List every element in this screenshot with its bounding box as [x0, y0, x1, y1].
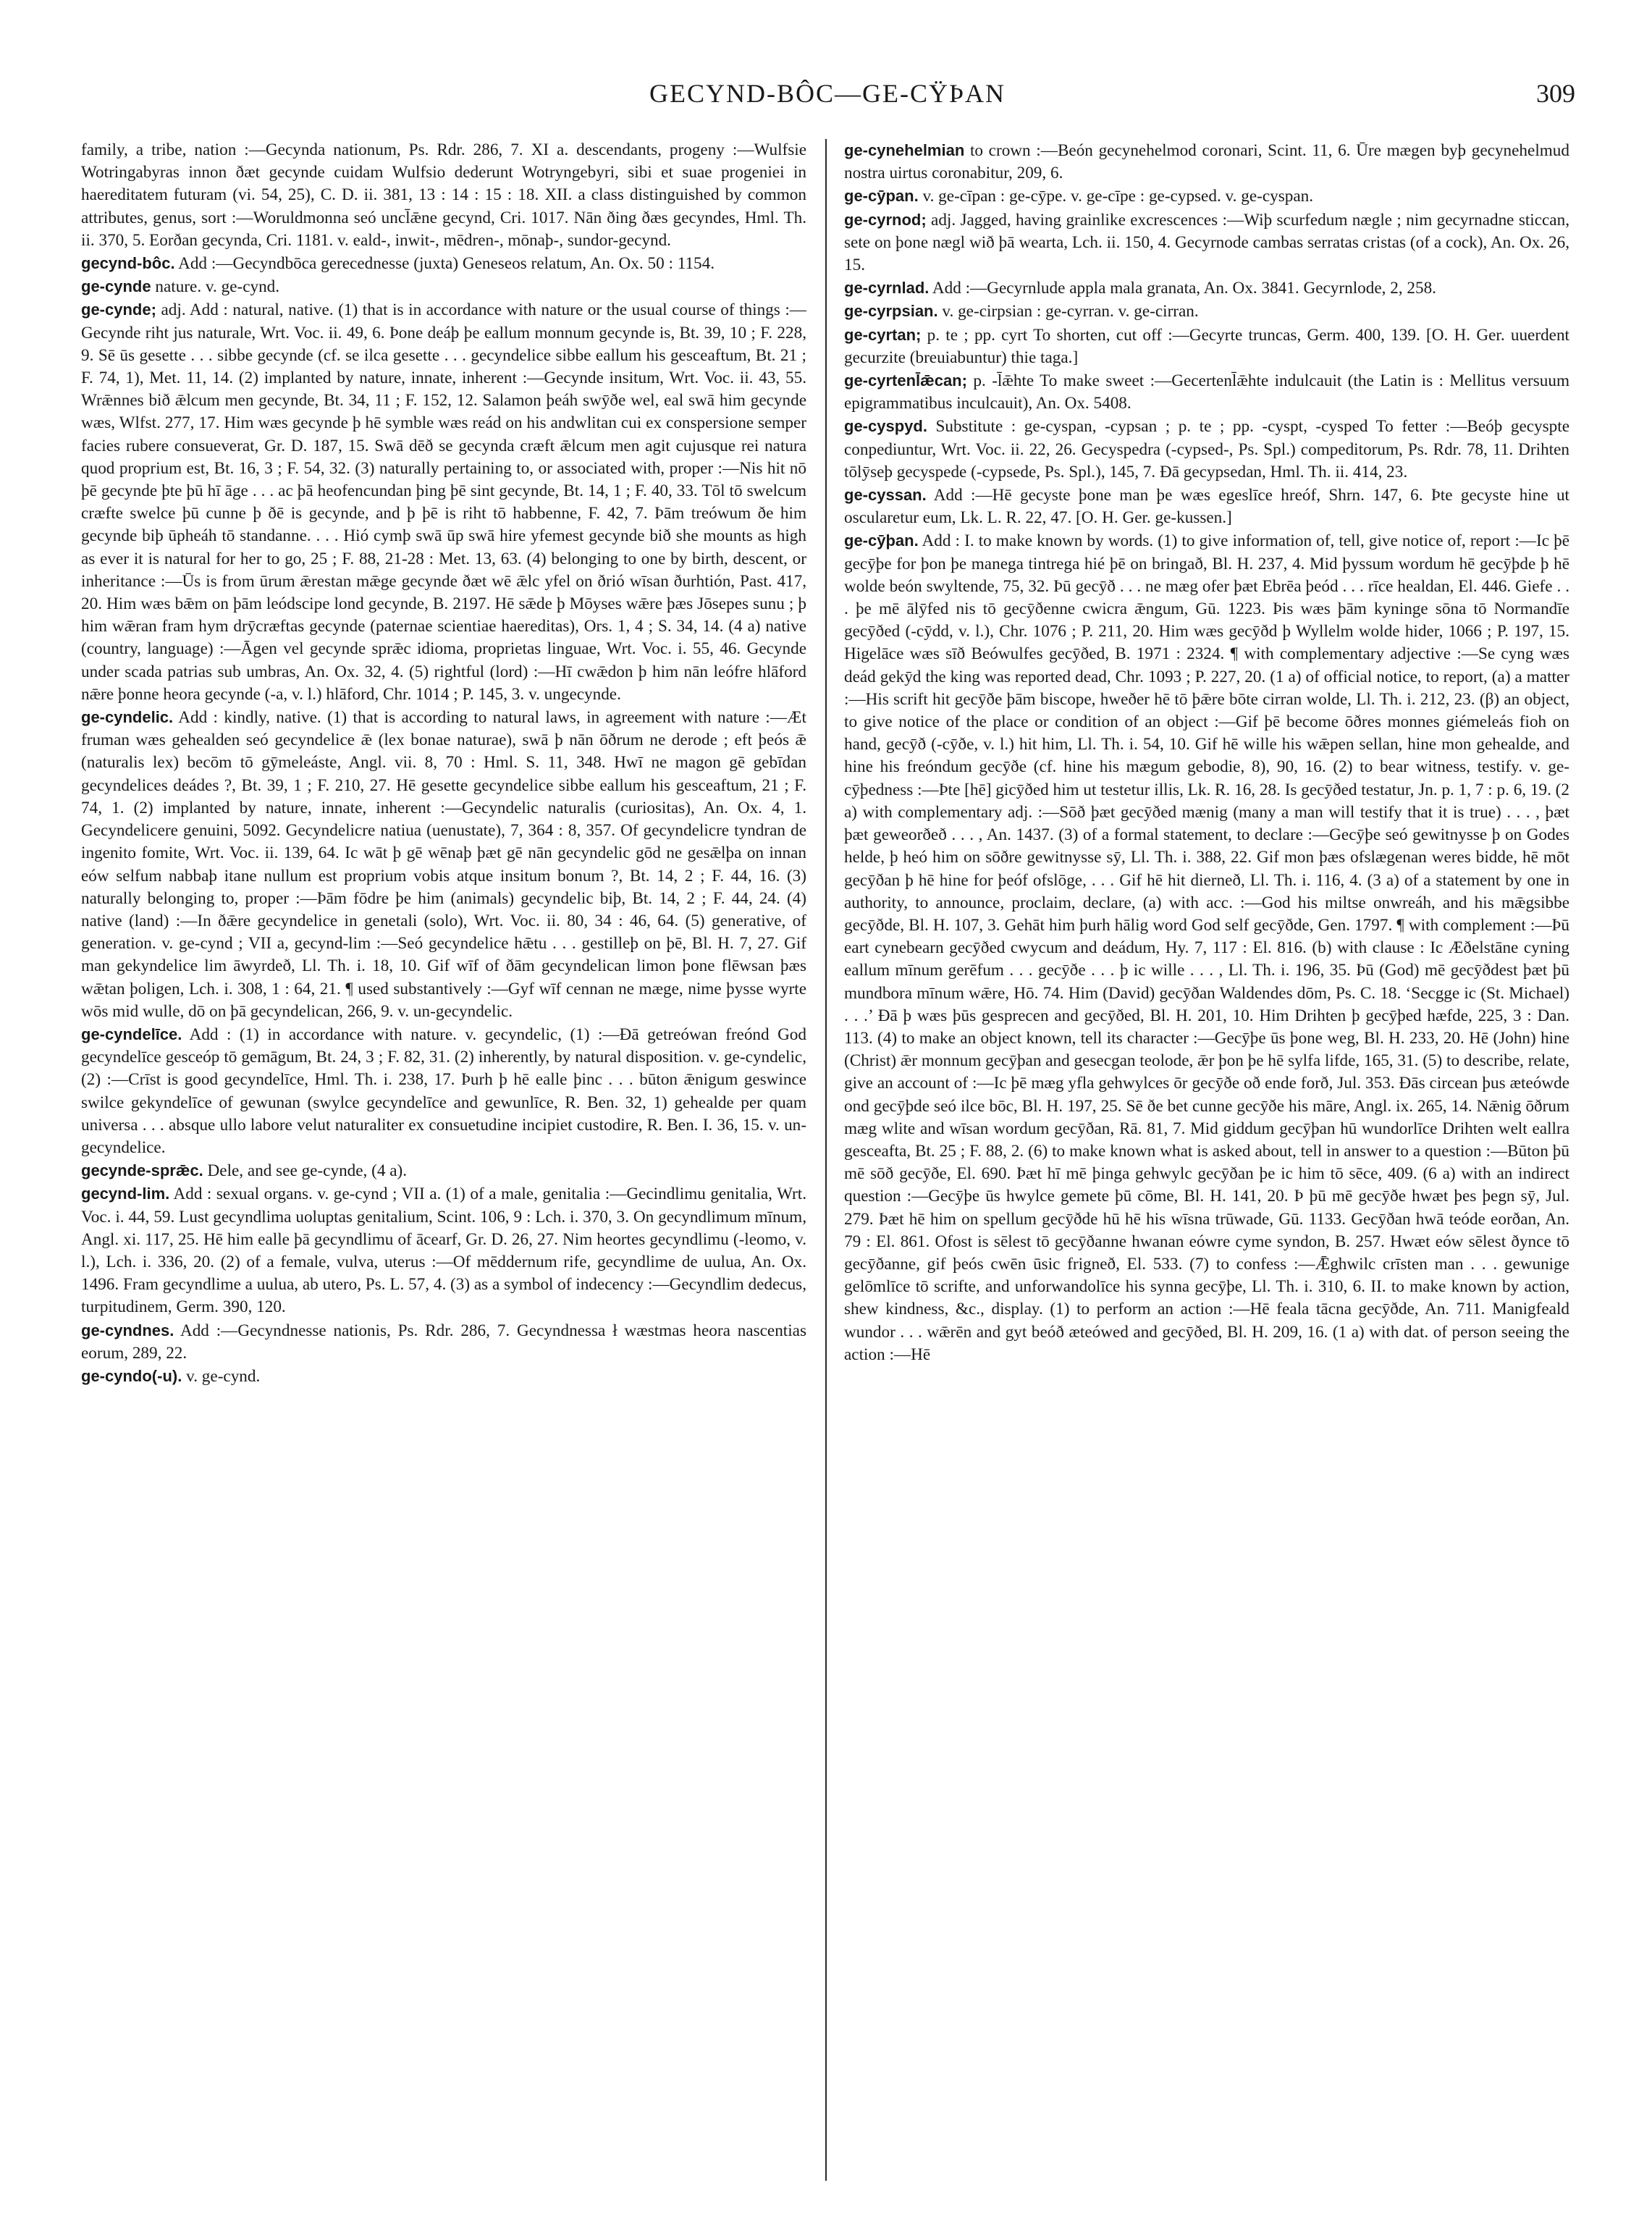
dictionary-entry — [844, 277, 1569, 300]
entry-headword: gecynd-bôc. — [81, 254, 175, 273]
dictionary-entry — [81, 1023, 806, 1159]
dictionary-entry — [844, 139, 1569, 185]
entry-text: adj. Jagged, having grainlike excrescences :—Wiþ scurfedum nægle ; nim gecyrnadne sticcan, sete on þone nægl wið þā wearta, Lch. ii. 150, 4. Gecyrnode cambas serratas cristas (of a cock), An. Ox. 26, 15. — [844, 210, 1569, 275]
running-head: GECYND-BÔC—GE-CŸÞAN — [649, 79, 1006, 108]
entry-text: Add :—Gecyrnlude appla mala granata, An. Ox. 3841. Gecyrnlode, 2, 258. — [929, 279, 1436, 298]
dictionary-entry — [81, 1182, 806, 1318]
entry-headword: ge-cyrtenl̄ǣcan; — [844, 371, 967, 390]
entry-text: Dele, and see ge-cynde, (4 a). — [203, 1161, 408, 1181]
entry-text: Substitute : ge-cyspan, -cypsan ; p. te ; pp. -cyspt, -cysped To fetter :—Beóþ gecyspte conpediuntur, Wrt. Voc. ii. 22, 26. Gecyspedra (-cypsed-, Ps. Spl.) compeditorum, Ps. Rdr. 78, 11. Drihten tōlȳseþ gecyspede (-cypsede, Ps. Spl.), 145, 7. Ðā gecypsedan, Hml. Th. ii. 414, 23. — [844, 417, 1569, 481]
entry-headword: ge-cyssan. — [844, 486, 927, 505]
dictionary-entry — [844, 324, 1569, 369]
entry-headword: ge-cyspyd. — [844, 417, 927, 436]
dictionary-entry — [844, 484, 1569, 529]
column-divider — [825, 139, 827, 2181]
entry-text: family, a tribe, nation :—Gecynda nationum, Ps. Rdr. 286, 7. XI a. descendants, progeny :—Wulfsie Wotringabyras innon ðæt gecynde cuidam Wulfsio dederunt Wotryngebyri, sibi et suae progeniei in haereditatem futuram (vi. 54, 25), C. D. ii. 381, 13 : 14 : 15 : 18. XII. a class distinguished by common attributes, genus, sort :—Woruldmonna seó uncl̄ǣne gecynd, Cri. 1017. Nān ðing ðæs gecyndes, Hml. Th. ii. 370, 5. Eorðan gecynda, Cri. 1181. v. eald-, inwit-, mēdren-, mōnaþ-, sundor-gecynd. — [81, 140, 806, 250]
entry-headword: ge-cynehelmian — [844, 141, 965, 159]
dictionary-entry — [81, 298, 806, 706]
entry-headword: ge-cyrtan; — [844, 325, 922, 344]
entry-text: Add : sexual organs. v. ge-cynd ; VII a. (1) of a male, genitalia :—Gecindlimu genitalia, Wrt. Voc. i. 44, 59. Lust gecyndlima uoluptas genitalium, Scint. 106, 9 : Lch. i. 370, 3. On gecyndlimum mīnum, Angl. xi. 117, 25. Hē him ealle þā gecyndlimu of ācearf, Gr. D. 26, 27. Nim heortes gecyndlimu (-leomo, v. l.), Lch. i. 336, 20. (2) of a female, vulva, uterus :—Of mēddernum rife, gecyndlime de uulua, An. Ox. 1496. Fram gecyndlime a uulua, ab utero, Ps. L. 57, 4. (3) as a symbol of indecency :—Gecyndlim dedecus, turpitudinem, Germ. 390, 120. — [81, 1185, 806, 1317]
right-column — [844, 139, 1569, 2188]
left-column — [81, 139, 806, 2188]
entry-text: p. -l̄ǣhte To make sweet :—Gecertenl̄ǣhte indulcauit (the Latin is : Mellitus versuum epigrammatibus inculcauit), An. Ox. 5408. — [844, 371, 1569, 413]
dictionary-entry — [844, 300, 1569, 323]
page-number: 309 — [1536, 79, 1575, 108]
entry-text: Add :—Gecyndbōca gerecednesse (juxta) Geneseos relatum, An. Ox. 50 : 1154. — [174, 254, 715, 274]
dictionary-entry — [81, 139, 806, 252]
dictionary-entry — [844, 415, 1569, 484]
entry-text: Add : I. to make known by words. (1) to give information of, tell, give notice of, report :—Ic þē gecȳþe for þon þe manega tintrega hié þē on bringað, Bl. H. 237, 4. Mid þyssum wordum hē gecȳþde þ hē wolde beón swyltende, 75, 32. Þū gecȳð . . . ne mæg ofer þæt Ebrēa þeód . . . rīce healdan, El. 446. Giefe . . . þe mē ālȳfed nis tō gecȳðenne cwicra ǣngum, Gū. 1223. Þis wæs þām kyninge sōna tō Normandīe gecȳðed (-cȳdd, v. l.), Chr. 1076 ; P. 211, 20. Him wæs gecȳðd þ Wyllelm wolde hider, 1066 ; P. 197, 15. Higelāce wæs sīð Beówulfes gecȳðed, B. 1971 : 2324. ¶ with complementary adjective :—Se cyng wæs deád gekȳd the king was reported dead, Chr. 1093 ; P. 227, 20. (1 a) of official notice, to report, (a) a matter :—His scrift hit gecȳðe þām biscope, hweðer hē tō þǣre bōte cirran wolde, Ll. Th. i. 212, 23. (β) an object, to give notice of the place or condition of an object :—Gif þē become ōðres monnes giémeleás fioh on hand, gecȳð (-cȳðe, v. l.) hit him, Ll. Th. i. 54, 10. Gif hē wille his wǣpen sellan, hine mon gehealde, and hine his freóndum gecȳðe (cf. hine his mægum gebodie, 8), 90, 16. (2) to bear witness, testify. v. ge-cȳþedness :—Þte [hē] gicȳðed him ut testetur illis, Lk. R. 16, 28. Is gecȳðed testatur, Jn. p. 1, 7 : p. 6, 19. (2 a) with complementary adj. :—Sōð þæt gecȳðed mænig (many a man will testify that it is true) . . . , þæt þæt geweorðeð . . . , An. 1437. (3) of a formal statement, to declare :—Gecȳþe seó gewitnysse þ on Godes helde, þ heó him on sōðre gewitnysse sȳ, Ll. Th. i. 388, 22. Gif mon þæs ofslægenan weres bidde, hē mōt gecȳðan þ hē hine for þeóf ofslōge, . . . Gif hē hit dierneð, Ll. Th. i. 116, 4. (3 a) of a statement by one in authority, to announce, proclaim, declare, (a) with acc. :—God his miltse onwreáh, and his mǣgsibbe gecȳðde, Bl. H. 107, 3. Gehāt him þurh hālig word God self gecȳðde, Gen. 1797. ¶ with complement :—Þū eart cynebearn gecȳðed cwycum and deádum, Hy. 7, 117 : El. 816. (b) with clause : Ic Æðelstāne cyning eallum mīnum gerēfum . . . gecȳðe . . . þ ic wille . . . , Ll. Th. i. 196, 35. Þū (God) mē gecȳðdest þæt þū mundbora mīnum wǣre, Hō. 74. Him (David) gecȳðan Waldendes dōm, Ps. C. 18. ‘Secgge ic (St. Michael) . . .’ Ðā þ wæs þūs gesprecen and gecȳðed, Bl. H. 201, 10. Him Drihten þ gecȳþed hæfde, 225, 3 : Dan. 113. (4) to make an object known, tell its character :—Gecȳþe ūs þone weg, Bl. H. 233, 20. Hē (John) hine (Christ) ǣr monnum gecȳþan and gesecgan teolode, ǣr þon þe hē sylfa lifde, 165, 31. (5) to describe, relate, give an account of :—Ic þē mæg yfla gehwylces ōr gecȳðe oð ende forð, Jul. 353. Ðās circean þus æteówde ond gecȳþde seó ilce bōc, Bl. H. 197, 25. Sē ðe bet cunne gecȳðe his māre, Angl. ix. 265, 14. Nǣnig ōðrum mæg wlite and wīsan wordum gecȳðan, Rā. 81, 7. Mid giddum gecȳþan hū wundorlīce Drihten welt eallra gesceafta, Bt. 25 ; F. 88, 2. (6) to make known what is asked about, tell in answer to a question :—Būton þū mē sōð gecȳðe, El. 690. Þæt hī mē þinga gehwylc gecȳðan þe ic him tō sēce, 409. (6 a) with an indirect question :—Gecȳþe ūs hwylce gemete þū cōme, Bl. H. 141, 20. Þ þū mē gecȳðe hwæt þes þegn sȳ, Jul. 279. Þæt hē him on spellum gecȳðde hū hē his wīsna trūwade, Gū. 1133. Gecȳðan hwā teóde eorðan, An. 79 : El. 861. Ofost is sēlest tō gecȳðanne hwanan eówre cyme syndon, B. 257. Hwæt eów sēlest ðynce tō gecȳðanne, gif þeós cwēn ūsic frigneð, El. 533. (7) to confess :—Ǣghwilc crīsten man . . . gewunige gelōmlīce tō scrifte, and unforwandolīce his synna gecȳþe, Ll. Th. i. 310, 6. II. to make known by action, shew kindness, &c., display. (1) to perform an action :—Hē feala tācna gecȳðde, An. 711. Manigfeald wundor . . . wǣrēn and gyt beóð æteówed and gecȳðed, Bl. H. 209, 16. (1 a) with dat. of person seeing the action :—Hē — [844, 531, 1569, 1364]
entry-text: Add :—Hē gecyste þone man þe wæs egeslīce hreóf, Shrn. 147, 6. Þte gecyste hine ut oscularetur eum, Lk. L. R. 22, 47. [O. H. Ger. ge-kussen.] — [844, 486, 1569, 528]
entry-headword: ge-cyndelīce. — [81, 1025, 182, 1043]
dictionary-entry — [844, 185, 1569, 208]
dictionary-entry — [81, 1319, 806, 1365]
entry-text: v. ge-cīpan : ge-cȳpe. v. ge-cīpe : ge-cypsed. v. ge-cyspan. — [918, 187, 1314, 206]
entry-text: Add :—Gecyndnesse nationis, Ps. Rdr. 286, 7. Gecyndnessa ł wæstmas heora nascentias eorum, 289, 22. — [81, 1321, 806, 1363]
entry-headword: ge-cȳpan. — [844, 187, 919, 206]
entry-headword: ge-cyndnes. — [81, 1321, 174, 1339]
page-header — [80, 78, 1575, 122]
entry-headword: ge-cyndelic. — [81, 708, 174, 727]
entry-headword: ge-cyndo(-u). — [81, 1366, 182, 1385]
entry-text: Add : (1) in accordance with nature. v. gecyndelic, (1) :—Ðā getreówan freónd God gecyndelīce gesceóp tō gemāgum, Bt. 24, 3 ; F. 82, 31. (2) inherently, by natural disposition. v. ge-cyndelic, (2) :—Crīst is good gecyndelīce, Hml. Th. i. 238, 17. Þurh þ hē ealle þinc . . . būton ǣnigum geswince swilce gekyndelīce of gewunan (swylce gecyndelīce and gewunlīce, R. Ben. 32, 1) gehealde per quam universa . . . absque ullo labore velut naturaliter ex consuetudine incipiet custodire, R. Ben. I. 36, 15. v. un-gecyndelice. — [81, 1025, 806, 1157]
dictionary-entry — [81, 1365, 806, 1388]
entry-headword: ge-cynde — [81, 277, 151, 296]
entry-text: adj. Add : natural, native. (1) that is in accordance with nature or the usual course of things :—Gecynde riht jus naturale, Wrt. Voc. ii. 49, 6. Þone deáþ þe eallum monnum gecynde is, Bt. 39, 10 ; F. 228, 9. Sē ūs gesette . . . sibbe gecynde (cf. se ilca gesette . . . gecyndelice sibbe eallum his gesceaftum, Bt. 21 ; F. 74, 1), Met. 11, 14. (2) implanted by nature, innate, inherent :—Gecynde insitum, Wrt. Voc. ii. 43, 55. Wrǣnnes bið ǣlcum men gecynde, Bt. 34, 11 ; F. 152, 12. Salamon þeáh swȳðe wel, eal swā him gecynde wæs, Wlfst. 277, 17. Him wæs gecynde þ hē symble wæs reád on his andwlitan cui ex conspersione semper facies rubere consueverat, Gr. D. 187, 15. Swā dēð se gecynda cræft ǣlcum men agit cujusque rei natura quod proprium est, Bt. 16, 3 ; F. 54, 32. (3) naturally pertaining to, or associated with, proper :—Nis hit nō þē gecynde þte þū hī āge . . . ac þā heofencundan þing þē sint gecynde, Bt. 14, 1 ; F. 40, 33. Tōl tō swelcum cræfte swelce þū cunne þ ðē is gecynde, and þ þē is riht tō habbenne, F. 42, 7. Þām treówum ðe him gecynde biþ ūpheáh tō standanne. . . . Hió cymþ swā ūp swā hire yfemest gecynde bið she mounts as high as ever it is natural for her to go, 25 ; F. 88, 21-28 : Met. 13, 63. (4) belonging to one by birth, descent, or inheritance :—Ūs is from ūrum ǣrestan mǣge gecynde ðæt wē ǣlc yfel on ðrió wīsan ðurhtión, Past. 417, 20. Him wæs bǣm on þām leódscipe lond gecynde, B. 2197. Hē sǣde þ Mōyses wǣre þæs Jōsepes sunu ; þ him wǣran fram hym drȳcræftas gecynde (paternae scientiae haereditas), Ors. 1, 4 ; S. 34, 14. (4 a) native (country, language) :—Āgen vel gecynde sprǣc idioma, proprietas linguae, Wrt. Voc. i. 55, 46. Gecynde under scada patrias sub umbras, An. Ox. 32, 4. (5) rightful (lord) :—Hī cwǣdon þ him nān leófre hlāford nǣre þonne heora gecynde (-a, v. l.) hlāford, Chr. 1014 ; P. 145, 3. v. ungecynde. — [81, 300, 806, 704]
entry-headword: ge-cynde; — [81, 300, 156, 319]
entry-headword: ge-cȳþan. — [844, 531, 919, 550]
entry-headword: ge-cyrnlad. — [844, 279, 930, 298]
entry-text: v. ge-cirpsian : ge-cyrran. v. ge-cirran. — [937, 302, 1199, 321]
dictionary-entry — [81, 706, 806, 1023]
dictionary-entry — [81, 275, 806, 298]
entry-headword: ge-cyrnod; — [844, 210, 927, 229]
dictionary-entry — [844, 529, 1569, 1366]
entry-text: v. ge-cynd. — [182, 1366, 261, 1386]
entry-text: to crown :—Beón gecynehelmod coronari, Scint. 11, 6. Ūre mægen byþ gecynehelmud nostra uirtus coronabitur, 209, 6. — [844, 141, 1569, 183]
entry-text: Add : kindly, native. (1) that is according to natural laws, in agreement with nature :—Æt fruman wæs gehealden seó gecyndelice ǣ (lex bonae naturae), swā þ nān ōðrum ne derode ; eft þeós ǣ (naturalis lex) becōm tō gȳmeleáste, Angl. vii. 8, 70 : Hml. S. 11, 348. Hwī ne magon gē gebīdan gecyndelices deádes ?, Bt. 39, 1 ; F. 210, 27. Hē gesette gecyndelice sibbe eallum his gesceaftum, 21 ; F. 74, 1. (2) implanted by nature, innate, inherent :—Gecyndelic naturalis (curiositas), An. Ox. 4, 1. Gecyndelicere genuini, 5092. Gecyndelicre natiua (uenustate), 7, 364 : 8, 357. Of gecyndelicre tyndran de ingenito fomite, Wrt. Voc. ii. 139, 64. Ic wāt þ gē wēnaþ þæt gē nān gecyndelic gōd ne gesǣlþa on innan eów selfum nabbaþ itane nullum est proprium vobis atque insitum bonum ?, Bt. 14, 2 ; F. 44, 16. (3) naturally belonging to, proper :—Þām fōdre þe him (animals) gecyndelic biþ, Bt. 14, 2 ; F. 44, 24. (4) native (land) :—In ðǣre gecyndelice in genetali (solo), Wrt. Voc. ii. 80, 34 : 46, 64. (5) generative, of generation. v. ge-cynd ; VII a, gecynd-lim :—Seó gecyndelice hǣtu . . . gestilleþ on þē, Bl. H. 7, 27. Gif man gekyndelice lim āwyrdeð, Ll. Th. i. 18, 10. Gif wīf of ðām gecyndelican limon þone flēwsan þæs wǣtan þoligen, Lch. i. 308, 1 : 64, 21. ¶ used substantively :—Gyf wīf cennan ne mæge, nime þysse wyrte wōs mid wulle, dō on þā gecyndelican, 266, 9. v. un-gecyndelic. — [81, 708, 806, 1021]
entry-headword: gecynde-sprǣc. — [81, 1161, 203, 1180]
dictionary-entry — [844, 209, 1569, 277]
dictionary-entry — [81, 252, 806, 275]
dictionary-entry — [81, 1159, 806, 1182]
entry-text: p. te ; pp. cyrt To shorten, cut off :—Gecyrte truncas, Germ. 400, 139. [O. H. Ger. uuerdent gecurzite (breuiabuntur) thie taga.] — [844, 325, 1569, 367]
entry-headword: gecynd-lim. — [81, 1185, 170, 1203]
entry-headword: ge-cyrpsian. — [844, 302, 938, 321]
entry-text: nature. v. ge-cynd. — [151, 277, 280, 297]
dictionary-entry — [844, 369, 1569, 415]
